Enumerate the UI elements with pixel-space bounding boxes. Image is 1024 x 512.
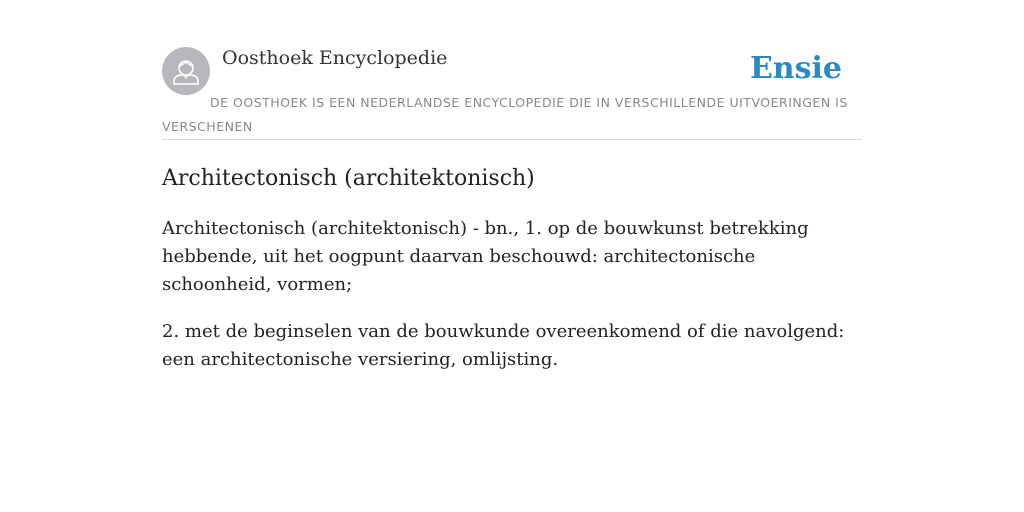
article-paragraph: 2. met de beginselen van de bouwkunde overeenkomend of die navolgend: een architectonische versiering, omlijsting.	[162, 321, 845, 370]
avatar[interactable]	[162, 47, 210, 95]
user-icon	[162, 47, 210, 95]
publication-name[interactable]: Oosthoek Encyclopedie	[222, 47, 448, 69]
article-title: Architectonisch (architektonisch)	[162, 166, 535, 191]
page-container	[162, 46, 862, 374]
brand-logo[interactable]: Ensie	[749, 51, 842, 86]
header	[162, 46, 862, 140]
article-paragraph: Architectonisch (architektonisch) - bn., 1. op de bouwkunst betrekking hebbende, uit het oogpunt daarvan beschouwd: architectonische schoonheid, vormen;	[162, 218, 809, 295]
publication-subtitle: DE OOSTHOEK IS EEN NEDERLANDSE ENCYCLOPEDIE DIE IN VERSCHILLENDE UITVOERINGEN IS VERSCHENEN	[162, 95, 848, 134]
